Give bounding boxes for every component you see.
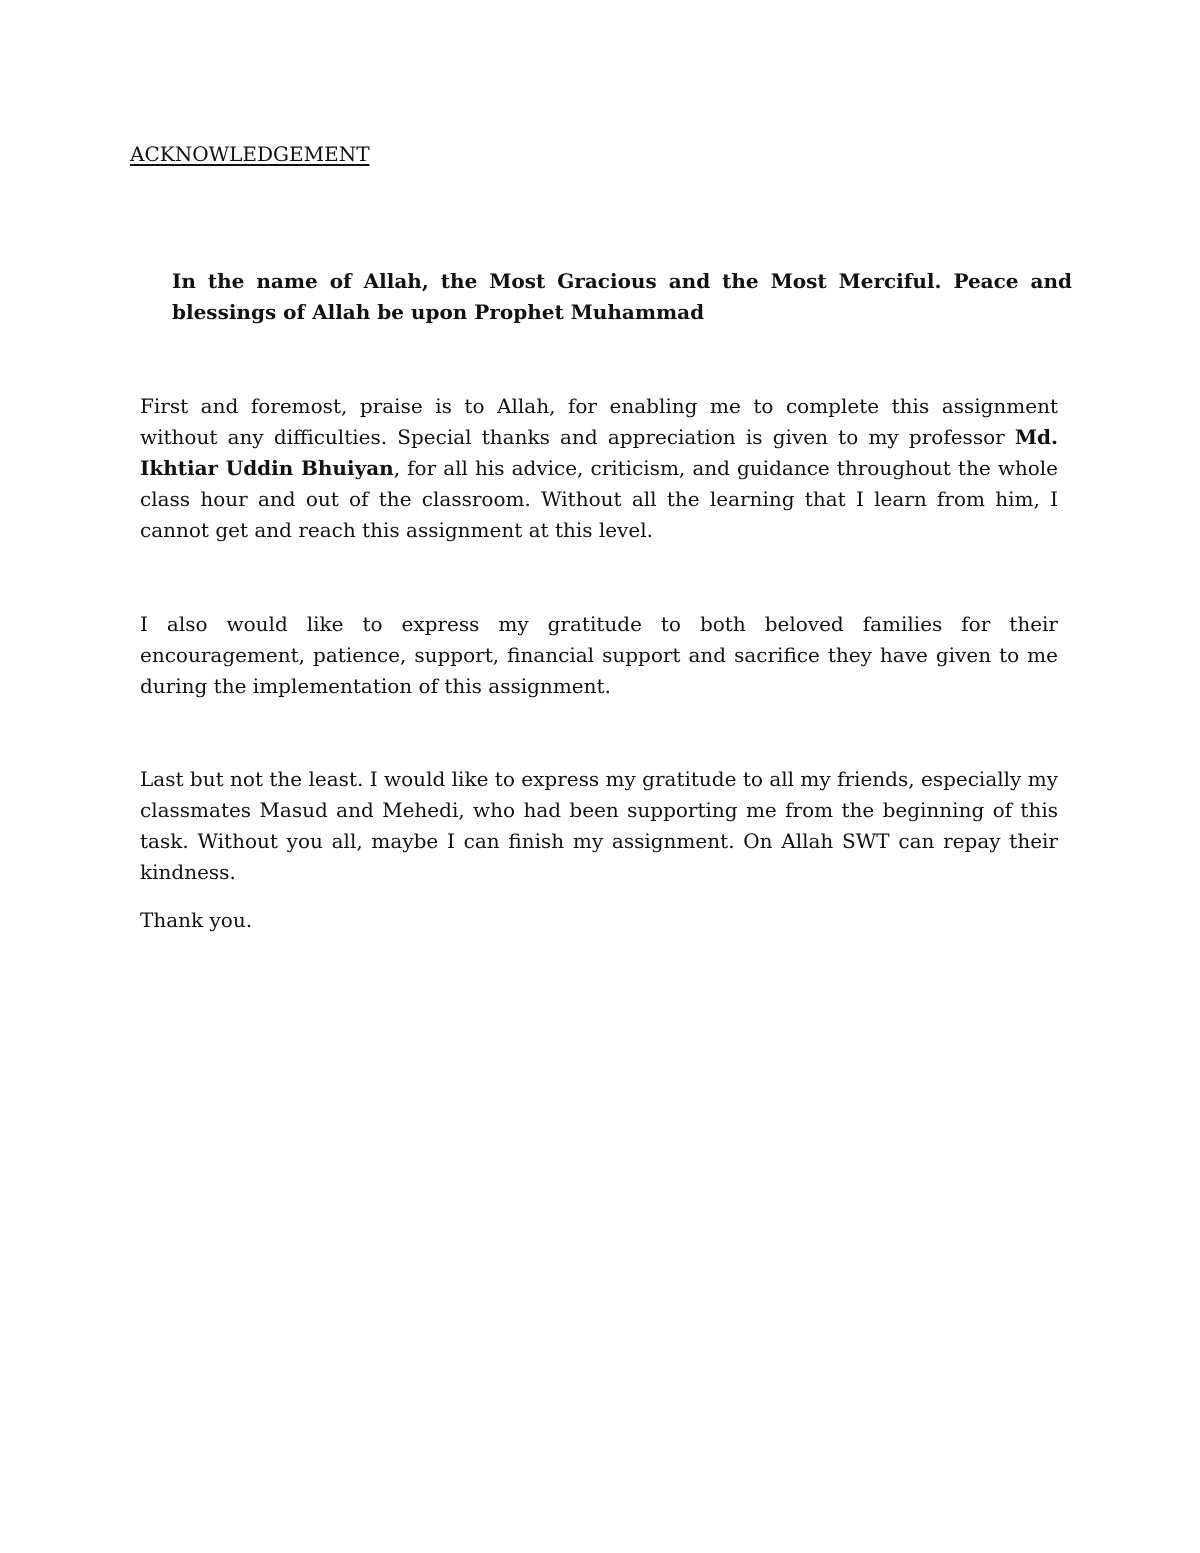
invocation-text: In the name of Allah, the Most Gracious and the Most Merciful. Peace and blessings of Allah be upon Prophet Muhammad (172, 269, 1072, 324)
paragraph-friends-thanks: Last but not the least. I would like to express my gratitude to all my friends, especially my classmates Masud and Mehedi, who had been supporting me from the beginning of this task. Without you all, maybe I can finish my assignment. On Allah SWT can repay their kindness. (140, 767, 1058, 884)
page-title: ACKNOWLEDGEMENT (130, 142, 370, 166)
paragraph-professor-thanks (140, 391, 1058, 546)
paragraph-family-thanks: I also would like to express my gratitude to both beloved families for their encouragement, patience, support, financial support and sacrifice they have given to me during the implementation of this assignment. (140, 612, 1058, 698)
professor-name: Md. Ikhtiar Uddin Bhuiyan (140, 425, 1058, 480)
paragraph-1-rest: , for all his advice, criticism, and guidance throughout the whole class hour and out of the classroom. Without all the learning that I learn from him, I cannot get and reach this assignment at this level. (140, 456, 1059, 542)
closing-text: Thank you. (140, 908, 253, 932)
paragraph-1-intro: First and foremost, praise is to Allah, for enabling me to complete this assignment without any difficulties. Special thanks and appreciation is given to my professor (140, 394, 1058, 449)
